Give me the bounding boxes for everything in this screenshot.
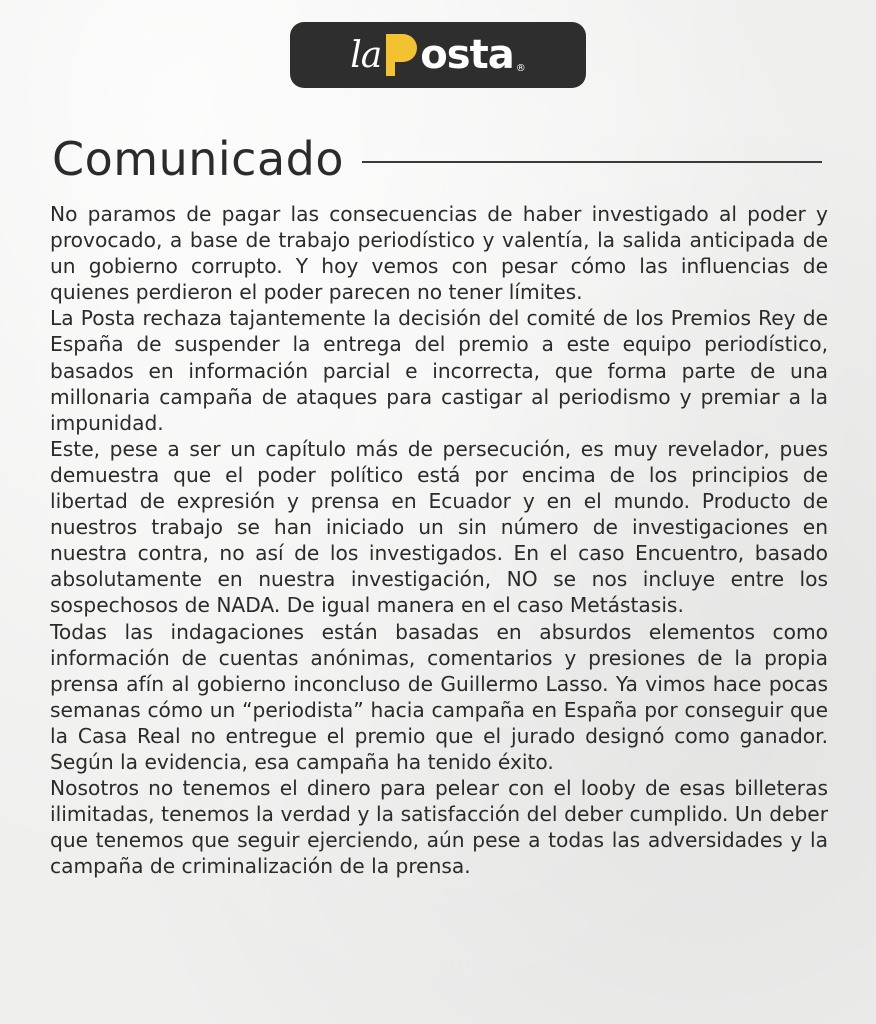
heading-row: [52, 132, 822, 186]
logo-highlight-letter: P: [383, 32, 384, 33]
logo-suffix: osta: [420, 32, 514, 78]
page-title: Comunicado: [52, 132, 344, 186]
la-posta-logo: [290, 22, 586, 88]
paragraph-3: Este, pese a ser un capítulo más de persecución, es muy revelador, pues demuestra que el poder político está por encima de los principios de libertad de expresión y prensa en Ecuador y en el mundo. Producto de nuestros trabajo se han iniciado un sin número de investigaciones en nuestra contra, no así de los investigados. En el caso Encuentro, basado absolutamente en nuestra investigación, NO se nos incluye entre los sospechosos de NADA. De igual manera en el caso Metástasis.: [50, 436, 828, 618]
registered-mark: ®: [515, 63, 526, 74]
paragraph-4: Todas las indagaciones están basadas en absurdos elementos como información de cuentas anónimas, comentarios y presiones de la propia prensa afín al gobierno inconcluso de Guillermo Lasso. Ya vimos hace pocas semanas cómo un “periodista” hacia campaña en España por conseguir que la Casa Real no entregue el premio que el jurado designó como ganador. Según la evidencia, esa campaña ha tenido éxito.: [50, 619, 828, 774]
paragraph-1: No paramos de pagar las consecuencias de haber investigado al poder y provocado, a base de trabajo periodístico y valentía, la salida anticipada de un gobierno corrupto. Y hoy vemos con pesar cómo las influencias de quienes perdieron el poder parecen no tener límites.: [50, 202, 828, 305]
logo-p-icon: [383, 32, 419, 78]
paragraph-2: La Posta rechaza tajantemente la decisión del comité de los Premios Rey de España de suspender la entrega del premio a este equipo periodístico, basados en información parcial e incorrecta, que forma parte de una millonaria campaña de ataques para castigar al periodismo y premiar a la impunidad.: [50, 306, 828, 435]
statement-body: [50, 201, 828, 879]
paragraph-5: Nosotros no tenemos el dinero para pelear con el looby de esas billeteras ilimitadas, tenemos la verdad y la satisfacción del deber cumplido. Un deber que tenemos que seguir ejerciendo, aún pese a todas las adversidades y la campaña de criminalización de la prensa.: [50, 776, 828, 879]
logo-prefix: la: [350, 34, 382, 76]
title-divider: [362, 161, 822, 163]
